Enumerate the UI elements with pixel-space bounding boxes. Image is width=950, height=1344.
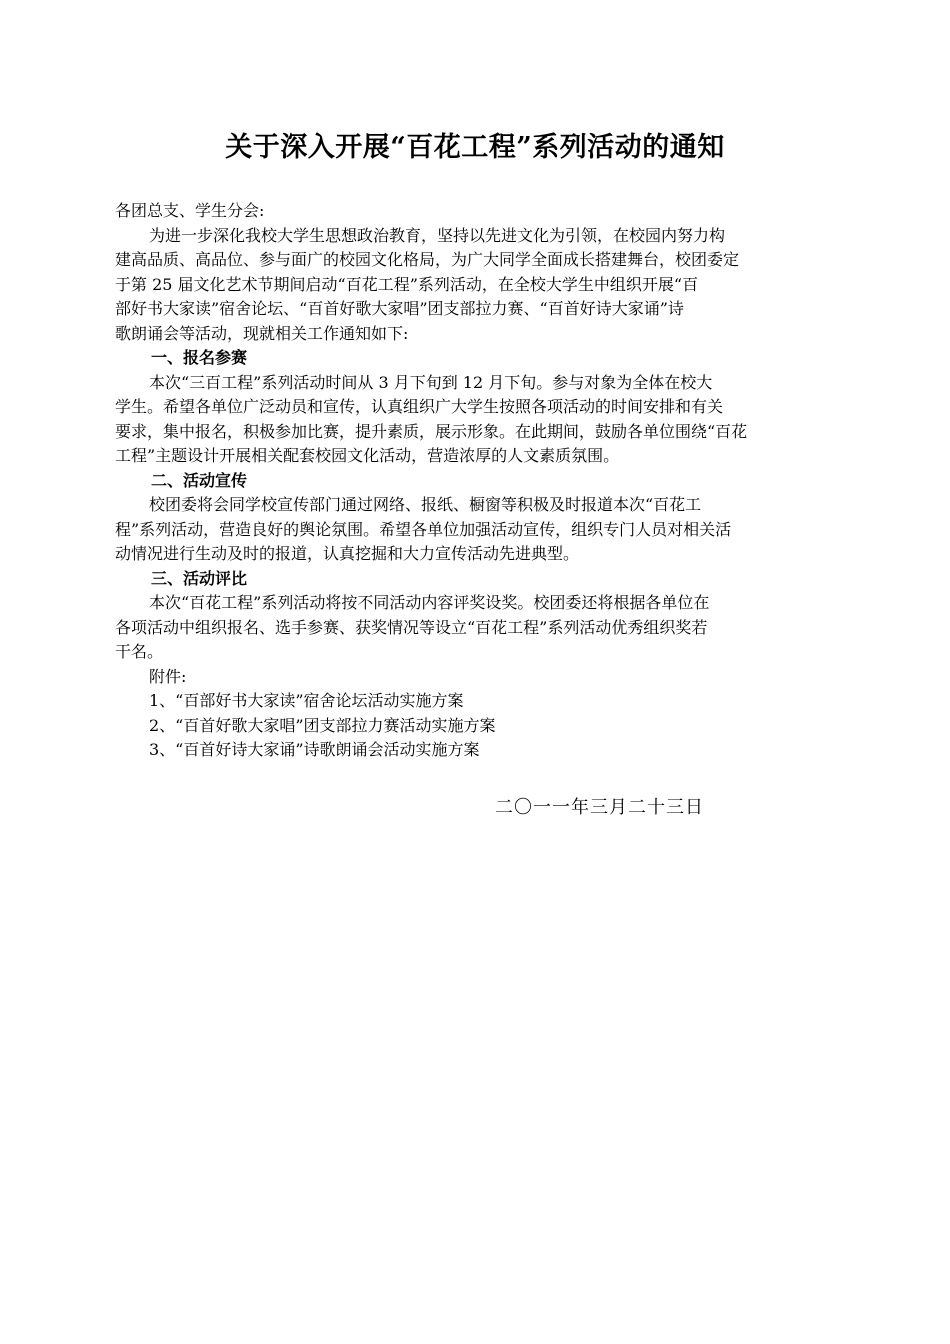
intro-line: 歌朗诵会等活动，现就相关工作通知如下: bbox=[115, 323, 409, 343]
section3-line: 各项活动中组织报名、选手参赛、获奖情况等设立“百花工程”系列活动优秀组织奖若 bbox=[115, 617, 708, 637]
document-date: 二〇一一年三月二十三日 bbox=[495, 797, 704, 818]
intro-line: 建高品质、高品位、参与面广的校园文化格局，为广大同学全面成长搭建舞台，校团委定 bbox=[115, 250, 740, 269]
section-heading-publicity: 二、活动宣传 bbox=[151, 470, 248, 490]
attachments-label: 附件: bbox=[149, 666, 187, 686]
section1-line: 要求，集中报名，积极参加比赛，提升素质，展示形象。在此期间，鼓励各单位围绕“百花 bbox=[115, 421, 748, 441]
section2-line: 校团委将会同学校宣传部门通过网络、报纸、橱窗等积极及时报道本次“百花工 bbox=[149, 495, 702, 514]
section1-line: 工程”主题设计开展相关配套校园文化活动，营造浓厚的人文素质氛围。 bbox=[115, 446, 620, 465]
intro-line: 为进一步深化我校大学生思想政治教育，坚持以先进文化为引领，在校园内努力构 bbox=[149, 225, 726, 245]
section-heading-registration: 一、报名参赛 bbox=[151, 348, 248, 367]
salutation: 各团总支、学生分会: bbox=[115, 201, 265, 220]
intro-line: 于第 25 届文化艺术节期间启动“百花工程”系列活动，在全校大学生中组织开展“百 bbox=[115, 274, 699, 294]
section1-line: 本次“三百工程”系列活动时间从 3 月下旬到 12 月下旬。参与对象为全体在校大 bbox=[149, 372, 713, 392]
section3-line: 干名。 bbox=[115, 642, 164, 661]
section1-line: 学生。希望各单位广泛动员和宣传，认真组织广大学生按照各项活动的时间安排和有关 bbox=[115, 397, 724, 416]
attachment-item: 1、“百部好书大家读”宿舍论坛活动实施方案 bbox=[149, 691, 464, 710]
section2-line: 程”系列活动，营造良好的舆论氛围。希望各单位加强活动宣传，组织专门人员对相关活 bbox=[115, 519, 732, 539]
section3-line: 本次“百花工程”系列活动将按不同活动内容评奖设奖。校团委还将根据各单位在 bbox=[149, 593, 710, 612]
document-title: 关于深入开展“百花工程”系列活动的通知 bbox=[225, 132, 725, 163]
section-heading-evaluation: 三、活动评比 bbox=[151, 568, 248, 588]
intro-line: 部好书大家读”宿舍论坛、“百首好歌大家唱”团支部拉力赛、“百首好诗大家诵”诗 bbox=[115, 299, 684, 318]
attachment-item: 3、“百首好诗大家诵”诗歌朗诵会活动实施方案 bbox=[149, 740, 480, 759]
document-body bbox=[115, 199, 837, 763]
section2-line: 动情况进行生动及时的报道，认真挖掘和大力宣传活动先进典型。 bbox=[115, 544, 580, 563]
attachment-item: 2、“百首好歌大家唱”团支部拉力赛活动实施方案 bbox=[149, 715, 496, 735]
